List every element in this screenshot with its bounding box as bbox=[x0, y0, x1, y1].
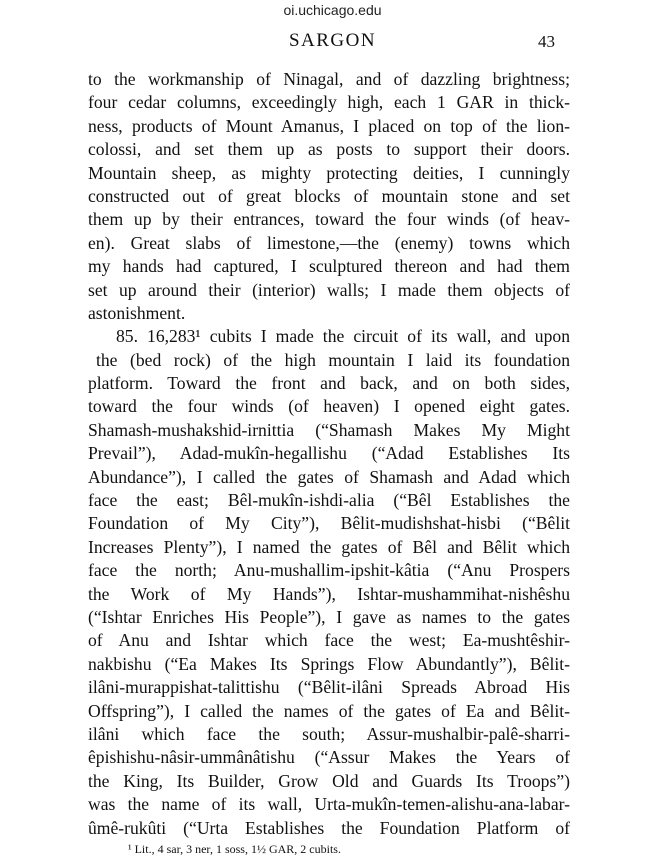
footnote: ¹ Lit., 4 sar, 3 ner, 1 soss, 1½ GAR, 2 cubits. bbox=[128, 842, 341, 856]
text-line: platform. Toward the front and back, and on both sides, bbox=[88, 373, 570, 394]
text-line: êpishishu-nâsir-ummânâtishu (“Assur Makes the Years of bbox=[88, 747, 570, 768]
text-line: Foundation of My City”), Bêlit-mudishshat-hisbi (“Bêlit bbox=[88, 513, 570, 534]
text-line: toward the four winds (of heaven) I opened eight gates. bbox=[88, 396, 570, 417]
text-line: face the east; Bêl-mukîn-ishdi-alia (“Bêl Establishes the bbox=[88, 490, 570, 511]
text-line: was the name of its wall, Urta-mukîn-temen-alishu-ana-labar- bbox=[88, 794, 570, 815]
text-line: Offspring”), I called the names of the gates of Ea and Bêlit- bbox=[88, 700, 570, 721]
text-line: face the north; Anu-mushallim-ipshit-kâtia (“Anu Prospers bbox=[88, 560, 570, 581]
text-line: ilâni which face the south; Assur-mushalbir-palê-sharri- bbox=[88, 723, 570, 744]
text-line: them up by their entrances, toward the four winds (of heav- bbox=[88, 209, 570, 230]
source-url[interactable]: oi.uchicago.edu bbox=[283, 2, 382, 18]
text-line: constructed out of great blocks of mountain stone and set bbox=[88, 185, 570, 206]
text-line: to the workmanship of Ninagal, and of dazzling brightness; bbox=[88, 69, 570, 89]
text-line: the King, Its Builder, Grow Old and Guards Its Troops”) bbox=[88, 770, 570, 791]
text-line: the (bed rock) of the high mountain I laid its foundation bbox=[96, 349, 570, 370]
text-line: ûmê-rukûti (“Urta Establishes the Foundation Platform of bbox=[88, 817, 570, 838]
text-line: nakbishu (“Ea Makes Its Springs Flow Abundantly”), Bêlit- bbox=[88, 653, 570, 674]
text-line: en). Great slabs of limestone,—the (enemy) towns which bbox=[88, 232, 570, 253]
text-line: ness, products of Mount Amanus, I placed on top of the lion- bbox=[88, 115, 570, 136]
text-line: set up around their (interior) walls; I made them objects of bbox=[88, 279, 570, 300]
body-text bbox=[88, 68, 570, 840]
text-line: the Work of My Hands”), Ishtar-mushammihat-nishêshu bbox=[88, 583, 570, 604]
text-line: Increases Plenty”), I named the gates of Bêl and Bêlit which bbox=[88, 536, 570, 557]
text-line: colossi, and set them up as posts to support their doors. bbox=[88, 139, 570, 160]
page-number: 43 bbox=[538, 32, 555, 51]
text-line: of Anu and Ishtar which face the west; Ea-mushtêshir- bbox=[88, 630, 570, 651]
text-line: Mountain sheep, as mighty protecting deities, I cunningly bbox=[88, 162, 570, 183]
text-line: astonishment. bbox=[88, 302, 186, 323]
text-line: Shamash-mushakshid-irnittia (“Shamash Makes My Might bbox=[88, 419, 570, 440]
text-line: 85. 16,283¹ cubits I made the circuit of its wall, and upon bbox=[116, 326, 570, 347]
text-line: my hands had captured, I sculptured thereon and had them bbox=[88, 256, 570, 277]
text-line: (“Ishtar Enriches His People”), I gave as names to the gates bbox=[88, 606, 570, 627]
text-line: Prevail”), Adad-mukîn-hegallishu (“Adad Establishes Its bbox=[88, 443, 570, 464]
text-line: Abundance”), I called the gates of Shamash and Adad which bbox=[88, 466, 570, 487]
text-line: four cedar columns, exceedingly high, each 1 GAR in thick- bbox=[88, 92, 570, 113]
text-line: ilâni-murappishat-talittishu (“Bêlit-ilâni Spreads Abroad His bbox=[88, 677, 570, 698]
running-head-title: SARGON bbox=[288, 30, 377, 51]
